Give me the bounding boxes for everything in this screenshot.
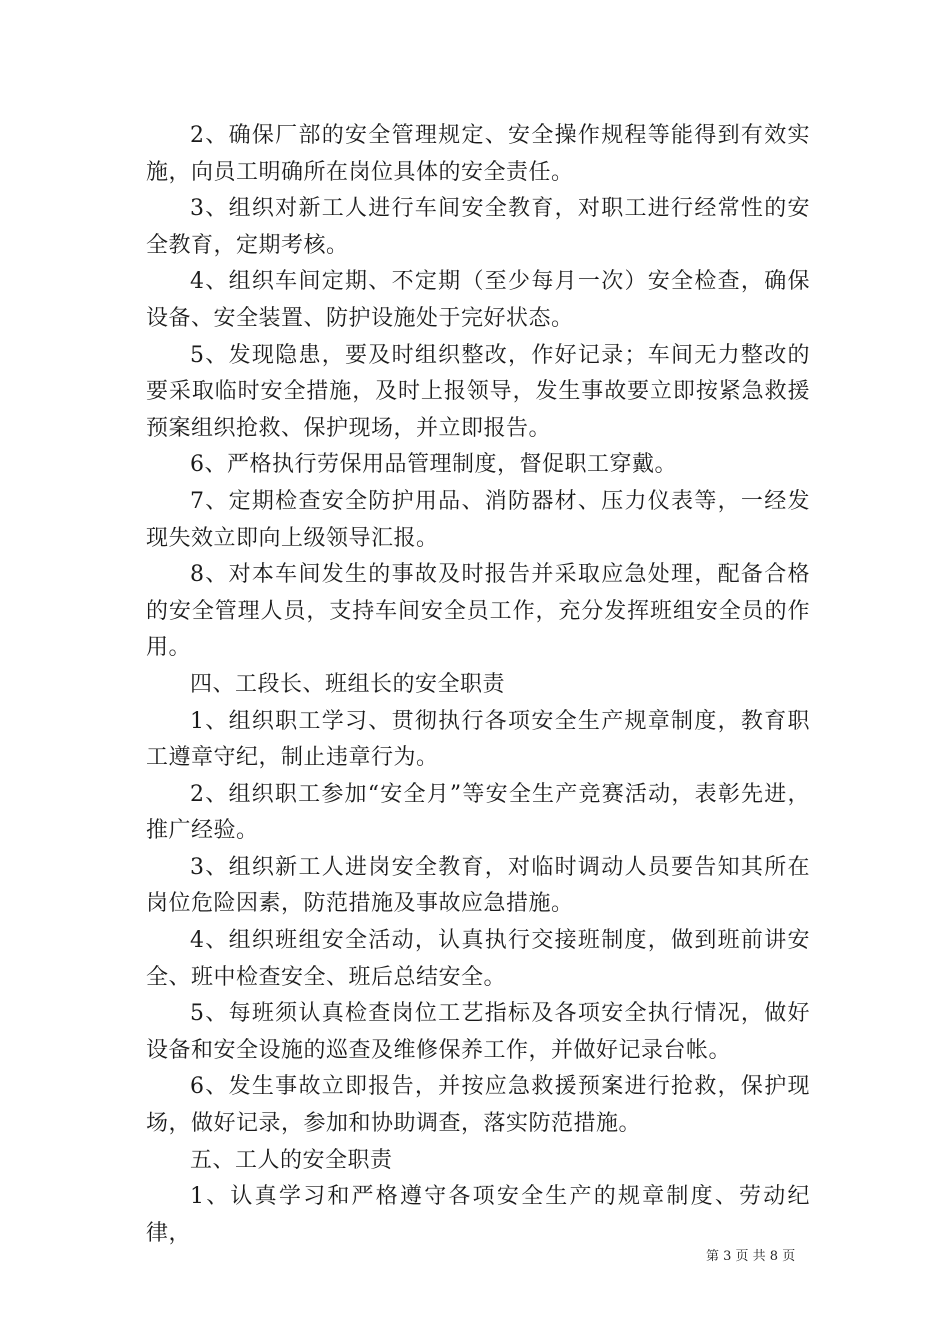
paragraph-item-4-1: 1、组织职工学习、贯彻执行各项安全生产规章制度，教育职工遵章守纪，制止违章行为。: [146, 708, 810, 771]
paragraph-item-7: 7、定期检查安全防护用品、消防器材、压力仪表等，一经发现失效立即向上级领导汇报。: [146, 488, 810, 551]
paragraph-item-5: 5、发现隐患，要及时组织整改，作好记录；车间无力整改的要采取临时安全措施，及时上报领导，发生事故要立即按紧急救援预案组织抢救、保护现场，并立即报告。: [146, 342, 810, 441]
section-heading-4: 四、工段长、班组长的安全职责: [190, 671, 506, 697]
paragraph-item-4-5: 5、每班须认真检查岗位工艺指标及各项安全执行情况，做好设备和安全设施的巡查及维修保养工作，并做好记录台帐。: [146, 1001, 810, 1063]
paragraph-item-4-6: 6、发生事故立即报告，并按应急救援预案进行抢救，保护现场，做好记录，参加和协助调查，落实防范措施。: [146, 1074, 810, 1137]
paragraph-item-4-3: 3、组织新工人进岗安全教育，对临时调动人员要告知其所在岗位危险因素，防范措施及事故应急措施。: [146, 854, 810, 917]
paragraph-item-5-1: 1、认真学习和严格遵守各项安全生产的规章制度、劳动纪律，: [146, 1184, 810, 1246]
paragraph-item-6: 6、严格执行劳保用品管理制度，督促职工穿戴。: [190, 452, 677, 478]
page-number: 第 3 页 共 8 页: [706, 1249, 796, 1264]
paragraph-item-4-2: 2、组织职工参加“安全月”等安全生产竞赛活动，表彰先进，推广经验。: [146, 781, 810, 844]
paragraph-item-3: 3、组织对新工人进行车间安全教育，对职工进行经常性的安全教育，定期考核。: [146, 196, 810, 258]
paragraph-item-4: 4、组织车间定期、不定期（至少每月一次）安全检查，确保设备、安全装置、防护设施处于完好状态。: [146, 269, 810, 331]
document-body: [146, 118, 810, 1252]
paragraph-item-2: 2、确保厂部的安全管理规定、安全操作规程等能得到有效实施，向员工明确所在岗位具体的安全责任。: [146, 123, 810, 185]
paragraph-item-4-4: 4、组织班组安全活动，认真执行交接班制度，做到班前讲安全、班中检查安全、班后总结安全。: [146, 928, 810, 990]
section-heading-5: 五、工人的安全职责: [190, 1147, 393, 1173]
paragraph-item-8: 8、对本车间发生的事故及时报告并采取应急处理，配备合格的安全管理人员，支持车间安全员工作，充分发挥班组安全员的作用。: [146, 562, 810, 661]
